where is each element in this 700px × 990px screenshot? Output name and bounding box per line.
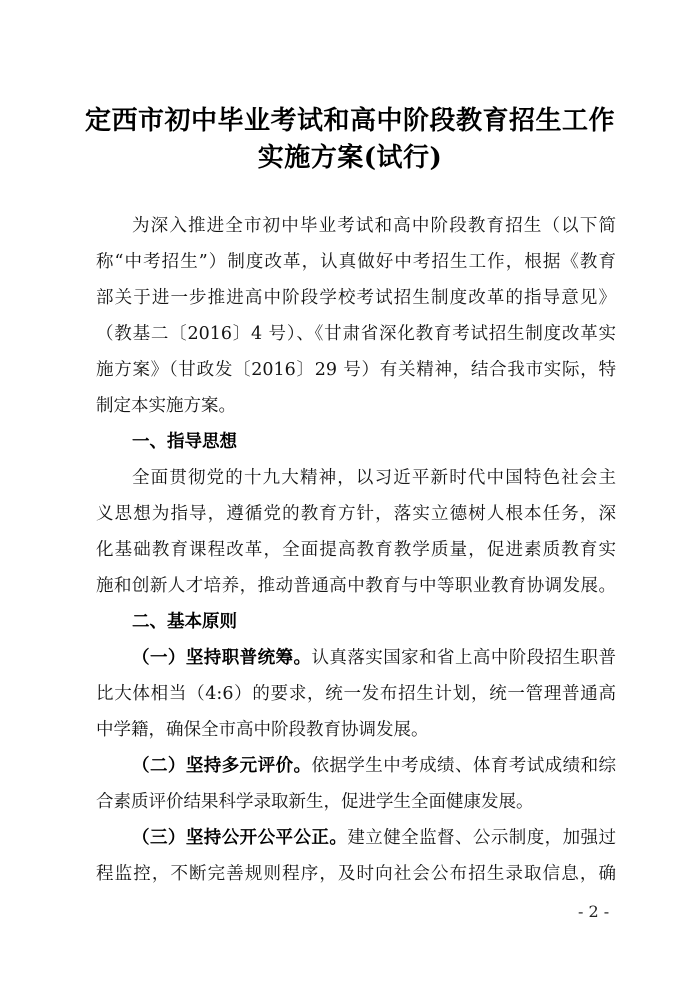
principle1-line: 比大体相当（4:6）的要求，统一发布招生计划，统一管理普通高 [96,684,616,704]
principle3-first-text: 建立健全监督、公示制度，加强过 [347,828,617,848]
intro-line: 施方案》（甘政发〔2016〕29 号）有关精神，结合我市实际，特 [96,360,616,380]
intro-line: （教基二〔2016〕4 号）、《甘肃省深化教育考试招生制度改革实 [96,324,616,344]
intro-line: 称“中考招生”）制度改革，认真做好中考招生工作，根据《教育 [96,252,616,272]
page-number: - 2 - [578,902,610,921]
document-title-line-2: 实施方案(试行) [257,143,443,173]
section1-line: 全面贯彻党的十九大精神，以习近平新时代中国特色社会主 [132,468,616,488]
section1-line: 化基础教育课程改革，全面提高教育教学质量，促进素质教育实 [96,540,616,560]
principle2-first-line [96,748,616,784]
principle3-line: 程监控，不断完善规则程序，及时向社会公布招生录取信息，确 [96,864,616,884]
intro-line: 为深入推进全市初中毕业考试和高中阶段教育招生（以下简 [132,216,616,236]
principle1-line: 中学籍，确保全市高中阶段教育协调发展。 [96,720,429,740]
section-heading-basic-principles: 二、基本原则 [132,612,237,632]
section1-line: 义思想为指导，遵循党的教育方针，落实立德树人根本任务，深 [96,504,616,524]
principle2-line: 合素质评价结果科学录取新生，促进学生全面健康发展。 [96,792,534,812]
document-body [96,208,616,892]
section-heading-guiding-ideology: 一、指导思想 [132,432,237,452]
intro-line: 部关于进一步推进高中阶段学校考试招生制度改革的指导意见》 [96,288,616,308]
principle1-first-line [96,640,616,676]
principle2-first-text: 依据学生中考成绩、体育考试成绩和综 [311,756,617,776]
principle2-title: （二）坚持多元评价。 [132,756,312,776]
principle1-title: （一）坚持职普统筹。 [132,648,312,668]
intro-line: 制定本实施方案。 [96,396,236,416]
principle3-title: （三）坚持公开公平公正。 [132,828,348,848]
principle3-first-line [96,820,616,856]
principle1-first-text: 认真落实国家和省上高中阶段招生职普 [311,648,617,668]
document-title-line-1: 定西市初中毕业考试和高中阶段教育招生工作 [84,106,615,136]
section1-line: 施和创新人才培养，推动普通高中教育与中等职业教育协调发展。 [96,576,616,596]
